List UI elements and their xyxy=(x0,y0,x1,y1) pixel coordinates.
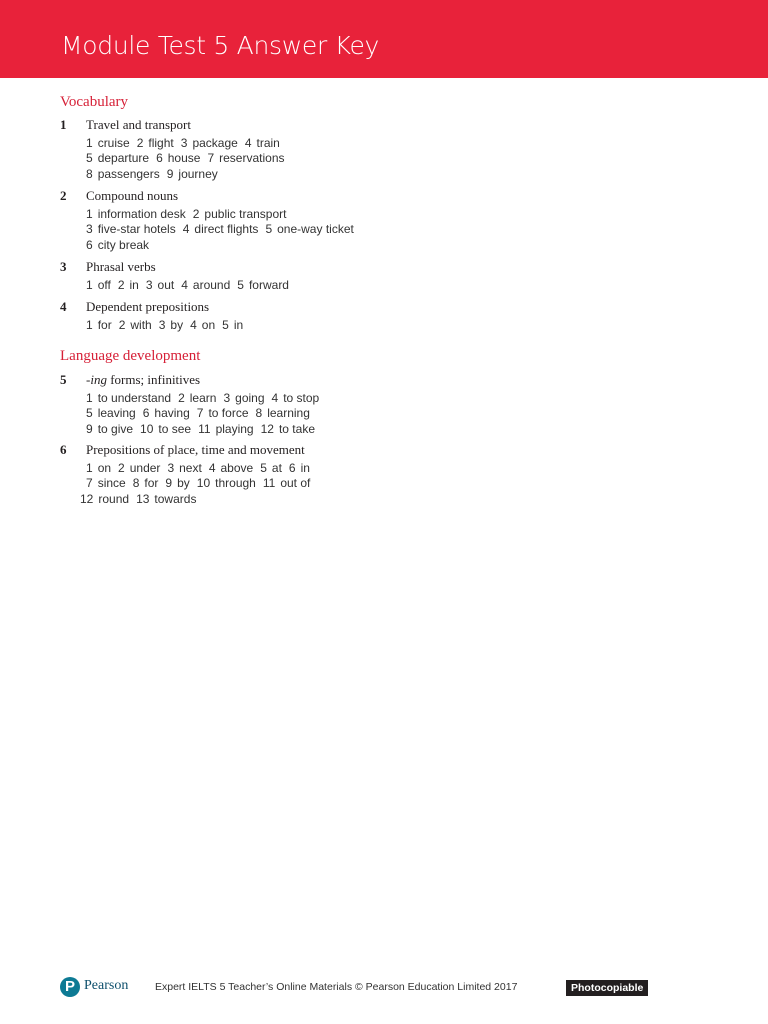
answer-text: playing xyxy=(215,422,254,436)
question-title xyxy=(86,188,178,204)
answer-text: cruise xyxy=(97,136,130,150)
answer-text: departure xyxy=(97,151,150,165)
answer-text: journey xyxy=(178,167,218,181)
answer-number: 4 xyxy=(271,391,279,405)
question-title xyxy=(86,299,209,315)
answer-item xyxy=(178,391,216,405)
answer-number: 4 xyxy=(181,278,188,292)
answer-line xyxy=(86,167,225,183)
answer-text: in xyxy=(233,318,244,332)
answer-number: 1 xyxy=(86,207,93,221)
answer-item xyxy=(133,476,159,490)
answer-text: on xyxy=(97,461,112,475)
question-number: 6 xyxy=(60,442,67,457)
answer-line xyxy=(86,461,317,477)
answer-number: 2 xyxy=(192,207,200,221)
answer-item xyxy=(198,422,254,436)
question-number: 5 xyxy=(60,372,67,387)
answer-number: 4 xyxy=(190,318,197,332)
answer-text: learning xyxy=(267,406,310,420)
answer-text: to give xyxy=(97,422,134,436)
answer-item xyxy=(143,406,190,420)
answer-text: train xyxy=(256,136,280,150)
answer-text: for xyxy=(97,318,112,332)
answer-text: at xyxy=(271,461,282,475)
answer-number: 2 xyxy=(118,461,125,475)
answer-item xyxy=(118,461,160,475)
answer-item xyxy=(181,136,238,150)
answer-number: 10 xyxy=(140,422,154,436)
answer-number: 5 xyxy=(222,318,229,332)
answer-item xyxy=(209,461,253,475)
answer-item xyxy=(207,151,284,165)
answer-text: passengers xyxy=(97,167,160,181)
answer-text: in xyxy=(129,278,139,292)
question-title xyxy=(86,372,200,388)
answer-number: 8 xyxy=(132,476,140,490)
answer-item xyxy=(237,278,289,292)
answer-text: on xyxy=(201,318,216,332)
question-number: 1 xyxy=(60,117,67,132)
answer-item xyxy=(167,461,201,475)
answer-item xyxy=(146,278,174,292)
answer-number: 11 xyxy=(198,422,211,436)
answer-item xyxy=(261,422,315,436)
answer-line xyxy=(86,136,287,152)
answer-item xyxy=(167,167,218,181)
answer-number: 11 xyxy=(262,476,276,490)
answer-item xyxy=(86,461,111,475)
header-bar xyxy=(0,0,768,78)
answer-item xyxy=(265,222,353,236)
answer-text: under xyxy=(129,461,161,475)
answer-text: out xyxy=(157,278,175,292)
answer-number: 5 xyxy=(265,222,273,236)
answer-text: having xyxy=(154,406,190,420)
question-title-text: Phrasal verbs xyxy=(86,259,156,274)
answer-line xyxy=(86,278,296,294)
answer-number: 8 xyxy=(86,167,93,181)
answer-number: 8 xyxy=(255,406,263,420)
answer-number: 1 xyxy=(86,461,93,475)
answer-text: by xyxy=(170,318,184,332)
answer-text: out of xyxy=(280,476,311,490)
answer-number: 5 xyxy=(237,278,244,292)
answer-text: one-way ticket xyxy=(277,222,354,236)
answer-text: above xyxy=(220,461,254,475)
answer-item xyxy=(193,207,287,221)
answer-item xyxy=(165,476,189,490)
answer-text: by xyxy=(177,476,190,490)
answer-item xyxy=(86,278,111,292)
answer-text: package xyxy=(192,136,238,150)
answer-number: 6 xyxy=(156,151,163,165)
answer-line xyxy=(86,238,156,254)
answer-text: for xyxy=(144,476,159,490)
answer-item xyxy=(119,318,152,332)
page-title: Module Test 5 Answer Key xyxy=(61,31,380,60)
answer-item xyxy=(86,422,133,436)
answer-number: 4 xyxy=(208,461,216,475)
question-number: 4 xyxy=(60,299,67,314)
answer-item xyxy=(245,136,280,150)
answer-text: to understand xyxy=(97,391,172,405)
answer-number: 9 xyxy=(165,476,173,490)
answer-item xyxy=(183,222,259,236)
answer-text: next xyxy=(179,461,202,475)
answer-text: information desk xyxy=(97,207,186,221)
answer-item xyxy=(289,461,310,475)
answer-number: 1 xyxy=(86,136,93,150)
answer-number: 2 xyxy=(118,318,126,332)
question-title xyxy=(86,442,305,458)
answer-number: 5 xyxy=(260,461,267,475)
answer-line xyxy=(86,151,292,167)
answer-item xyxy=(140,422,191,436)
answer-number: 4 xyxy=(244,136,252,150)
answer-text: to force xyxy=(208,406,249,420)
answer-text: since xyxy=(97,476,126,490)
question-number: 2 xyxy=(60,188,67,203)
answer-text: reservations xyxy=(219,151,285,165)
question-title xyxy=(86,117,191,133)
answer-line xyxy=(86,207,293,223)
answer-item xyxy=(86,207,186,221)
answer-number: 6 xyxy=(142,406,150,420)
answer-number: 6 xyxy=(86,238,93,252)
answer-text: to stop xyxy=(283,391,320,405)
answer-number: 3 xyxy=(167,461,175,475)
answer-line xyxy=(86,406,317,422)
answer-item xyxy=(86,318,112,332)
answer-text: around xyxy=(192,278,231,292)
answer-number: 7 xyxy=(207,151,215,165)
answer-number: 3 xyxy=(145,278,153,292)
answer-item xyxy=(86,167,160,181)
answer-number: 2 xyxy=(117,278,125,292)
answer-number: 3 xyxy=(223,391,231,405)
answer-line xyxy=(86,391,326,407)
answer-item xyxy=(272,391,320,405)
answer-item xyxy=(190,318,215,332)
answer-line xyxy=(86,422,322,438)
answer-line xyxy=(80,492,203,508)
answer-item xyxy=(181,278,230,292)
answer-item xyxy=(86,238,149,252)
answer-text: city break xyxy=(97,238,150,252)
answer-item xyxy=(86,476,126,490)
answer-item xyxy=(223,391,264,405)
answer-number: 1 xyxy=(86,391,93,405)
answer-text: through xyxy=(215,476,256,490)
answer-text: off xyxy=(97,278,111,292)
answer-line xyxy=(86,222,361,238)
answer-number: 5 xyxy=(86,151,93,165)
answer-number: 13 xyxy=(136,492,150,506)
answer-number: 4 xyxy=(182,222,190,236)
answer-number: 5 xyxy=(86,406,93,420)
answer-item xyxy=(136,492,196,506)
answer-item xyxy=(256,406,310,420)
copyright-text: Expert IELTS 5 Teacher’s Online Materials © Pearson Education Limited 2017 xyxy=(155,981,518,993)
answer-item xyxy=(86,136,130,150)
question-title-italic: -ing xyxy=(86,372,107,387)
answer-text: direct flights xyxy=(194,222,259,236)
answer-text: flight xyxy=(148,136,174,150)
question-title-text: Dependent prepositions xyxy=(86,299,210,314)
pearson-logo-text: Pearson xyxy=(84,978,129,993)
answer-text: towards xyxy=(154,492,197,506)
answer-number: 12 xyxy=(80,492,94,506)
photocopiable-badge: Photocopiable xyxy=(566,980,648,996)
answer-item xyxy=(260,461,282,475)
answer-text: house xyxy=(167,151,201,165)
answer-item xyxy=(263,476,311,490)
answer-line xyxy=(86,318,250,334)
section-title: Language development xyxy=(60,348,201,364)
answer-item xyxy=(222,318,243,332)
answer-number: 12 xyxy=(260,422,274,436)
question-title-text: forms; infinitives xyxy=(106,372,201,387)
answer-item xyxy=(137,136,174,150)
answer-text: going xyxy=(235,391,265,405)
answer-number: 9 xyxy=(86,422,93,436)
answer-text: round xyxy=(98,492,130,506)
answer-number: 9 xyxy=(166,167,174,181)
answer-text: with xyxy=(130,318,152,332)
answer-text: in xyxy=(300,461,310,475)
question-number: 3 xyxy=(60,259,67,274)
question-title-text: Compound nouns xyxy=(86,188,179,203)
answer-number: 7 xyxy=(86,476,93,490)
answer-text: learn xyxy=(189,391,217,405)
answer-number: 3 xyxy=(158,318,166,332)
answer-item xyxy=(86,222,176,236)
answer-item xyxy=(86,151,149,165)
answer-number: 10 xyxy=(196,476,211,490)
answer-number: 7 xyxy=(196,406,204,420)
pearson-logo-icon: P xyxy=(60,977,80,997)
answer-item xyxy=(80,492,129,506)
answer-number: 3 xyxy=(180,136,188,150)
answer-item xyxy=(197,406,249,420)
footer xyxy=(0,970,768,1010)
answer-number: 2 xyxy=(178,391,185,405)
answer-text: public transport xyxy=(204,207,287,221)
answer-line xyxy=(86,476,317,492)
answer-number: 2 xyxy=(136,136,144,150)
answer-item xyxy=(118,278,139,292)
section-title: Vocabulary xyxy=(60,94,129,110)
answer-item xyxy=(156,151,200,165)
answer-text: leaving xyxy=(97,406,136,420)
answer-number: 3 xyxy=(86,222,93,236)
answer-item xyxy=(159,318,183,332)
answer-text: to take xyxy=(278,422,315,436)
answer-item xyxy=(86,406,136,420)
question-title-text: Travel and transport xyxy=(86,117,191,132)
answer-number: 1 xyxy=(86,278,93,292)
answer-text: to see xyxy=(158,422,192,436)
answer-number: 6 xyxy=(288,461,296,475)
answer-item xyxy=(86,391,171,405)
answer-item xyxy=(197,476,256,490)
answer-number: 1 xyxy=(86,318,93,332)
answer-text: five-star hotels xyxy=(97,222,176,236)
question-title-text: Prepositions of place, time and movement xyxy=(86,442,305,457)
question-title xyxy=(86,259,156,275)
answer-text: forward xyxy=(248,278,289,292)
